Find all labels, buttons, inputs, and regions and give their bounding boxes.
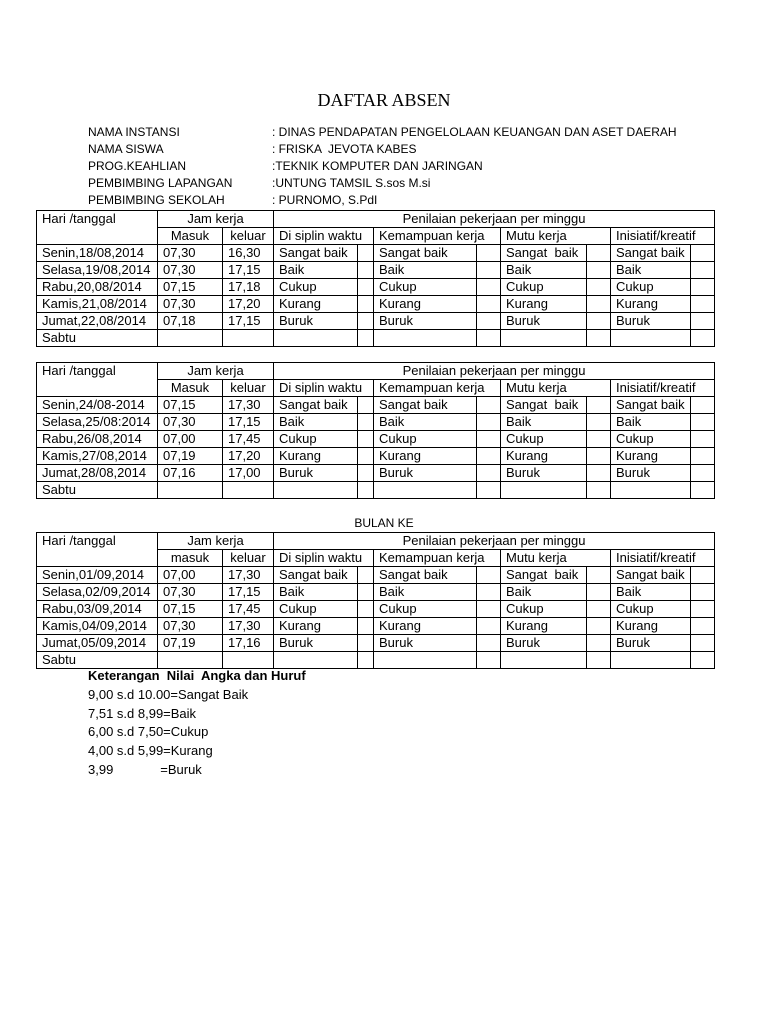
table-row bbox=[37, 584, 715, 601]
table-row bbox=[37, 567, 715, 584]
cell-time-in: 07,30 bbox=[158, 414, 223, 431]
cell-time-out: 17,15 bbox=[223, 584, 274, 601]
cell-discipline-box bbox=[358, 482, 374, 499]
cell-ability: Kurang bbox=[374, 448, 477, 465]
cell-quality: Sangat baik bbox=[501, 567, 587, 584]
cell-initiative: Baik bbox=[611, 262, 691, 279]
cell-initiative bbox=[611, 652, 691, 669]
cell-quality: Sangat baik bbox=[501, 245, 587, 262]
cell-quality: Baik bbox=[501, 584, 587, 601]
cell-ability-box bbox=[477, 397, 501, 414]
info-value: :TEKNIK KOMPUTER DAN JARINGAN bbox=[272, 159, 483, 173]
info-label: NAMA INSTANSI bbox=[88, 125, 180, 139]
table-row bbox=[37, 330, 715, 347]
cell-quality-box bbox=[587, 279, 611, 296]
legend-item: 9,00 s.d 10.00=Sangat Baik bbox=[88, 687, 249, 702]
cell-quality-box bbox=[587, 652, 611, 669]
header-initiative: Inisiatif/kreatif bbox=[611, 380, 715, 397]
cell-discipline: Cukup bbox=[274, 431, 358, 448]
cell-initiative-box bbox=[691, 330, 715, 347]
header-time-in: masuk bbox=[158, 550, 223, 567]
cell-discipline: Sangat baik bbox=[274, 397, 358, 414]
cell-time-out: 17,00 bbox=[223, 465, 274, 482]
cell-discipline: Kurang bbox=[274, 618, 358, 635]
table-row bbox=[37, 397, 715, 414]
cell-ability: Buruk bbox=[374, 635, 477, 652]
info-value: : FRISKA JEVOTA KABES bbox=[272, 142, 417, 156]
cell-initiative-box bbox=[691, 313, 715, 330]
cell-quality: Kurang bbox=[501, 448, 587, 465]
cell-discipline bbox=[274, 652, 358, 669]
cell-quality: Buruk bbox=[501, 313, 587, 330]
legend-item: 6,00 s.d 7,50=Cukup bbox=[88, 724, 209, 739]
cell-initiative-box bbox=[691, 567, 715, 584]
cell-time-in bbox=[158, 482, 223, 499]
header-assessment: Penilaian pekerjaan per minggu bbox=[274, 363, 715, 380]
cell-discipline: Cukup bbox=[274, 279, 358, 296]
cell-initiative: Buruk bbox=[611, 313, 691, 330]
cell-day: Sabtu bbox=[37, 330, 158, 347]
cell-quality-box bbox=[587, 245, 611, 262]
cell-time-in: 07,15 bbox=[158, 279, 223, 296]
cell-day: Jumat,28/08,2014 bbox=[37, 465, 158, 482]
cell-quality-box bbox=[587, 397, 611, 414]
header-time-in: Masuk bbox=[158, 380, 223, 397]
legend-item: 7,51 s.d 8,99=Baik bbox=[88, 706, 197, 721]
cell-discipline: Buruk bbox=[274, 635, 358, 652]
cell-time-in: 07,16 bbox=[158, 465, 223, 482]
table-row bbox=[37, 635, 715, 652]
cell-initiative-box bbox=[691, 245, 715, 262]
cell-day: Selasa,19/08,2014 bbox=[37, 262, 158, 279]
cell-time-out bbox=[223, 652, 274, 669]
cell-discipline: Baik bbox=[274, 262, 358, 279]
cell-time-in: 07,30 bbox=[158, 618, 223, 635]
cell-quality: Cukup bbox=[501, 279, 587, 296]
cell-discipline: Buruk bbox=[274, 313, 358, 330]
cell-discipline-box bbox=[358, 567, 374, 584]
cell-discipline-box bbox=[358, 245, 374, 262]
cell-initiative: Cukup bbox=[611, 601, 691, 618]
cell-ability bbox=[374, 652, 477, 669]
cell-discipline: Sangat baik bbox=[274, 567, 358, 584]
cell-discipline-box bbox=[358, 601, 374, 618]
cell-discipline-box bbox=[358, 431, 374, 448]
legend-item: 3,99 =Buruk bbox=[88, 762, 202, 777]
cell-ability-box bbox=[477, 414, 501, 431]
cell-day: Selasa,25/08:2014 bbox=[37, 414, 158, 431]
cell-time-in bbox=[158, 330, 223, 347]
cell-ability-box bbox=[477, 262, 501, 279]
cell-initiative-box bbox=[691, 584, 715, 601]
cell-time-out: 17,16 bbox=[223, 635, 274, 652]
cell-ability: Baik bbox=[374, 262, 477, 279]
cell-time-in: 07,19 bbox=[158, 448, 223, 465]
cell-ability: Kurang bbox=[374, 296, 477, 313]
cell-time-in: 07,00 bbox=[158, 567, 223, 584]
cell-initiative: Baik bbox=[611, 584, 691, 601]
cell-quality: Buruk bbox=[501, 635, 587, 652]
table-row bbox=[37, 414, 715, 431]
cell-initiative: Baik bbox=[611, 414, 691, 431]
cell-ability bbox=[374, 482, 477, 499]
cell-discipline bbox=[274, 482, 358, 499]
cell-quality-box bbox=[587, 618, 611, 635]
cell-discipline-box bbox=[358, 397, 374, 414]
cell-day: Jumat,22,08/2014 bbox=[37, 313, 158, 330]
info-value: : DINAS PENDAPATAN PENGELOLAAN KEUANGAN DAN ASET DAERAH bbox=[272, 125, 677, 139]
cell-quality bbox=[501, 652, 587, 669]
cell-time-in: 07,19 bbox=[158, 635, 223, 652]
header-time-out: keluar bbox=[223, 380, 274, 397]
header-day: Hari /tanggal bbox=[37, 363, 158, 397]
cell-discipline-box bbox=[358, 448, 374, 465]
header-work-hours: Jam kerja bbox=[158, 363, 274, 380]
cell-quality-box bbox=[587, 567, 611, 584]
cell-ability: Sangat baik bbox=[374, 567, 477, 584]
cell-discipline: Kurang bbox=[274, 448, 358, 465]
cell-time-out: 17,15 bbox=[223, 313, 274, 330]
header-ability: Kemampuan kerja bbox=[374, 380, 501, 397]
table-header-row bbox=[37, 363, 715, 380]
cell-time-out: 16,30 bbox=[223, 245, 274, 262]
cell-discipline-box bbox=[358, 262, 374, 279]
cell-day: Kamis,04/09,2014 bbox=[37, 618, 158, 635]
cell-time-in: 07,30 bbox=[158, 245, 223, 262]
cell-ability: Cukup bbox=[374, 431, 477, 448]
header-discipline: Di siplin waktu bbox=[274, 550, 374, 567]
cell-quality-box bbox=[587, 482, 611, 499]
cell-time-in: 07,30 bbox=[158, 262, 223, 279]
cell-time-out: 17,15 bbox=[223, 414, 274, 431]
table-row bbox=[37, 279, 715, 296]
cell-discipline: Cukup bbox=[274, 601, 358, 618]
header-work-hours: Jam kerja bbox=[158, 533, 274, 550]
header-initiative: Inisiatif/kreatif bbox=[611, 550, 715, 567]
info-row-keahlian bbox=[0, 158, 768, 175]
cell-ability-box bbox=[477, 635, 501, 652]
cell-ability: Sangat baik bbox=[374, 245, 477, 262]
cell-initiative: Kurang bbox=[611, 618, 691, 635]
cell-time-out: 17,20 bbox=[223, 448, 274, 465]
header-work-hours: Jam kerja bbox=[158, 211, 274, 228]
cell-discipline bbox=[274, 330, 358, 347]
table-header-row bbox=[37, 211, 715, 228]
cell-time-out: 17,20 bbox=[223, 296, 274, 313]
cell-ability-box bbox=[477, 584, 501, 601]
cell-initiative: Buruk bbox=[611, 635, 691, 652]
cell-time-out: 17,30 bbox=[223, 397, 274, 414]
cell-discipline-box bbox=[358, 618, 374, 635]
table-row bbox=[37, 482, 715, 499]
cell-ability: Baik bbox=[374, 584, 477, 601]
cell-initiative: Kurang bbox=[611, 296, 691, 313]
cell-time-in: 07,30 bbox=[158, 584, 223, 601]
attendance-table-week-2 bbox=[36, 362, 715, 499]
header-discipline: Di siplin waktu bbox=[274, 380, 374, 397]
cell-ability-box bbox=[477, 618, 501, 635]
cell-day: Kamis,27/08,2014 bbox=[37, 448, 158, 465]
cell-time-in: 07,15 bbox=[158, 601, 223, 618]
cell-ability-box bbox=[477, 330, 501, 347]
cell-time-out: 17,45 bbox=[223, 601, 274, 618]
legend-item: 4,00 s.d 5,99=Kurang bbox=[88, 743, 213, 758]
cell-initiative-box bbox=[691, 397, 715, 414]
header-ability: Kemampuan kerja bbox=[374, 228, 501, 245]
table-header-row bbox=[37, 533, 715, 550]
header-day: Hari /tanggal bbox=[37, 533, 158, 567]
cell-quality-box bbox=[587, 296, 611, 313]
cell-initiative bbox=[611, 330, 691, 347]
cell-discipline: Sangat baik bbox=[274, 245, 358, 262]
cell-quality-box bbox=[587, 584, 611, 601]
cell-day: Senin,18/08,2014 bbox=[37, 245, 158, 262]
cell-initiative: Buruk bbox=[611, 465, 691, 482]
cell-discipline-box bbox=[358, 652, 374, 669]
cell-day: Selasa,02/09,2014 bbox=[37, 584, 158, 601]
cell-initiative: Sangat baik bbox=[611, 245, 691, 262]
table-row bbox=[37, 296, 715, 313]
cell-quality bbox=[501, 330, 587, 347]
header-assessment: Penilaian pekerjaan per minggu bbox=[274, 211, 715, 228]
cell-initiative-box bbox=[691, 296, 715, 313]
attendance-table-week-3 bbox=[36, 532, 715, 669]
cell-quality-box bbox=[587, 262, 611, 279]
table-row bbox=[37, 601, 715, 618]
cell-quality-box bbox=[587, 448, 611, 465]
header-time-in: Masuk bbox=[158, 228, 223, 245]
cell-initiative: Cukup bbox=[611, 279, 691, 296]
month-label: BULAN KE bbox=[354, 516, 414, 530]
cell-time-in: 07,00 bbox=[158, 431, 223, 448]
cell-day: Rabu,26/08,2014 bbox=[37, 431, 158, 448]
cell-initiative-box bbox=[691, 279, 715, 296]
legend-title: Keterangan Nilai Angka dan Huruf bbox=[88, 668, 306, 683]
cell-initiative-box bbox=[691, 635, 715, 652]
cell-discipline-box bbox=[358, 279, 374, 296]
cell-ability-box bbox=[477, 296, 501, 313]
cell-day: Jumat,05/09,2014 bbox=[37, 635, 158, 652]
cell-ability-box bbox=[477, 482, 501, 499]
cell-quality-box bbox=[587, 601, 611, 618]
table-row bbox=[37, 652, 715, 669]
cell-time-in: 07,15 bbox=[158, 397, 223, 414]
table-row bbox=[37, 245, 715, 262]
cell-initiative-box bbox=[691, 465, 715, 482]
cell-time-out bbox=[223, 330, 274, 347]
table-row bbox=[37, 431, 715, 448]
cell-discipline-box bbox=[358, 330, 374, 347]
header-quality: Mutu kerja bbox=[501, 550, 611, 567]
cell-ability: Sangat baik bbox=[374, 397, 477, 414]
cell-initiative: Sangat baik bbox=[611, 567, 691, 584]
cell-ability-box bbox=[477, 448, 501, 465]
cell-quality: Kurang bbox=[501, 618, 587, 635]
cell-time-out bbox=[223, 482, 274, 499]
cell-day: Rabu,03/09,2014 bbox=[37, 601, 158, 618]
table-row bbox=[37, 448, 715, 465]
cell-initiative-box bbox=[691, 431, 715, 448]
cell-time-out: 17,30 bbox=[223, 618, 274, 635]
cell-discipline-box bbox=[358, 414, 374, 431]
info-value: : PURNOMO, S.PdI bbox=[272, 193, 378, 207]
cell-time-out: 17,18 bbox=[223, 279, 274, 296]
header-initiative: Inisiatif/kreatif bbox=[611, 228, 715, 245]
attendance-table-week-1 bbox=[36, 210, 715, 347]
cell-time-out: 17,15 bbox=[223, 262, 274, 279]
cell-ability-box bbox=[477, 313, 501, 330]
cell-time-out: 17,45 bbox=[223, 431, 274, 448]
cell-day: Rabu,20,08/2014 bbox=[37, 279, 158, 296]
info-label: PEMBIMBING LAPANGAN bbox=[88, 176, 233, 190]
cell-day: Sabtu bbox=[37, 482, 158, 499]
cell-ability-box bbox=[477, 431, 501, 448]
header-assessment: Penilaian pekerjaan per minggu bbox=[274, 533, 715, 550]
table-row bbox=[37, 465, 715, 482]
cell-quality: Kurang bbox=[501, 296, 587, 313]
cell-ability bbox=[374, 330, 477, 347]
cell-day: Kamis,21,08/2014 bbox=[37, 296, 158, 313]
cell-discipline: Buruk bbox=[274, 465, 358, 482]
cell-ability-box bbox=[477, 652, 501, 669]
cell-time-in: 07,30 bbox=[158, 296, 223, 313]
header-time-out: keluar bbox=[223, 228, 274, 245]
cell-discipline-box bbox=[358, 313, 374, 330]
info-row-pembimbing-lapangan bbox=[0, 175, 768, 192]
cell-day: Senin,01/09,2014 bbox=[37, 567, 158, 584]
document-title: DAFTAR ABSEN bbox=[317, 90, 451, 110]
header-time-out: keluar bbox=[223, 550, 274, 567]
cell-quality-box bbox=[587, 635, 611, 652]
info-row-instansi bbox=[0, 124, 768, 141]
cell-initiative-box bbox=[691, 618, 715, 635]
cell-quality-box bbox=[587, 414, 611, 431]
cell-quality bbox=[501, 482, 587, 499]
cell-quality-box bbox=[587, 313, 611, 330]
header-quality: Mutu kerja bbox=[501, 380, 611, 397]
cell-ability-box bbox=[477, 245, 501, 262]
cell-discipline: Kurang bbox=[274, 296, 358, 313]
cell-ability: Cukup bbox=[374, 279, 477, 296]
cell-initiative-box bbox=[691, 652, 715, 669]
cell-ability: Buruk bbox=[374, 465, 477, 482]
cell-quality: Cukup bbox=[501, 431, 587, 448]
cell-ability: Kurang bbox=[374, 618, 477, 635]
table-row bbox=[37, 618, 715, 635]
cell-initiative-box bbox=[691, 482, 715, 499]
cell-ability: Cukup bbox=[374, 601, 477, 618]
cell-initiative: Sangat baik bbox=[611, 397, 691, 414]
cell-day: Senin,24/08-2014 bbox=[37, 397, 158, 414]
cell-discipline-box bbox=[358, 635, 374, 652]
cell-time-in: 07,18 bbox=[158, 313, 223, 330]
cell-quality: Baik bbox=[501, 262, 587, 279]
cell-ability-box bbox=[477, 465, 501, 482]
cell-initiative: Kurang bbox=[611, 448, 691, 465]
cell-discipline-box bbox=[358, 296, 374, 313]
cell-initiative-box bbox=[691, 448, 715, 465]
info-label: NAMA SISWA bbox=[88, 142, 164, 156]
header-discipline: Di siplin waktu bbox=[274, 228, 374, 245]
cell-quality: Sangat baik bbox=[501, 397, 587, 414]
cell-initiative-box bbox=[691, 601, 715, 618]
cell-quality: Buruk bbox=[501, 465, 587, 482]
cell-discipline-box bbox=[358, 465, 374, 482]
cell-time-out: 17,30 bbox=[223, 567, 274, 584]
info-label: PROG.KEAHLIAN bbox=[88, 159, 187, 173]
cell-ability: Buruk bbox=[374, 313, 477, 330]
cell-quality: Baik bbox=[501, 414, 587, 431]
header-quality: Mutu kerja bbox=[501, 228, 611, 245]
cell-quality-box bbox=[587, 431, 611, 448]
info-label: PEMBIMBING SEKOLAH bbox=[88, 193, 225, 207]
cell-discipline-box bbox=[358, 584, 374, 601]
cell-initiative: Cukup bbox=[611, 431, 691, 448]
cell-ability-box bbox=[477, 567, 501, 584]
cell-discipline: Baik bbox=[274, 584, 358, 601]
info-value: :UNTUNG TAMSIL S.sos M.si bbox=[272, 176, 431, 190]
cell-ability-box bbox=[477, 601, 501, 618]
table-row bbox=[37, 313, 715, 330]
header-day: Hari /tanggal bbox=[37, 211, 158, 245]
cell-quality-box bbox=[587, 465, 611, 482]
cell-initiative-box bbox=[691, 262, 715, 279]
info-row-pembimbing-sekolah bbox=[0, 192, 768, 209]
cell-discipline: Baik bbox=[274, 414, 358, 431]
cell-initiative-box bbox=[691, 414, 715, 431]
cell-day: Sabtu bbox=[37, 652, 158, 669]
cell-ability: Baik bbox=[374, 414, 477, 431]
cell-quality-box bbox=[587, 330, 611, 347]
cell-time-in bbox=[158, 652, 223, 669]
cell-quality: Cukup bbox=[501, 601, 587, 618]
info-row-siswa bbox=[0, 141, 768, 158]
table-row bbox=[37, 262, 715, 279]
header-ability: Kemampuan kerja bbox=[374, 550, 501, 567]
cell-initiative bbox=[611, 482, 691, 499]
cell-ability-box bbox=[477, 279, 501, 296]
